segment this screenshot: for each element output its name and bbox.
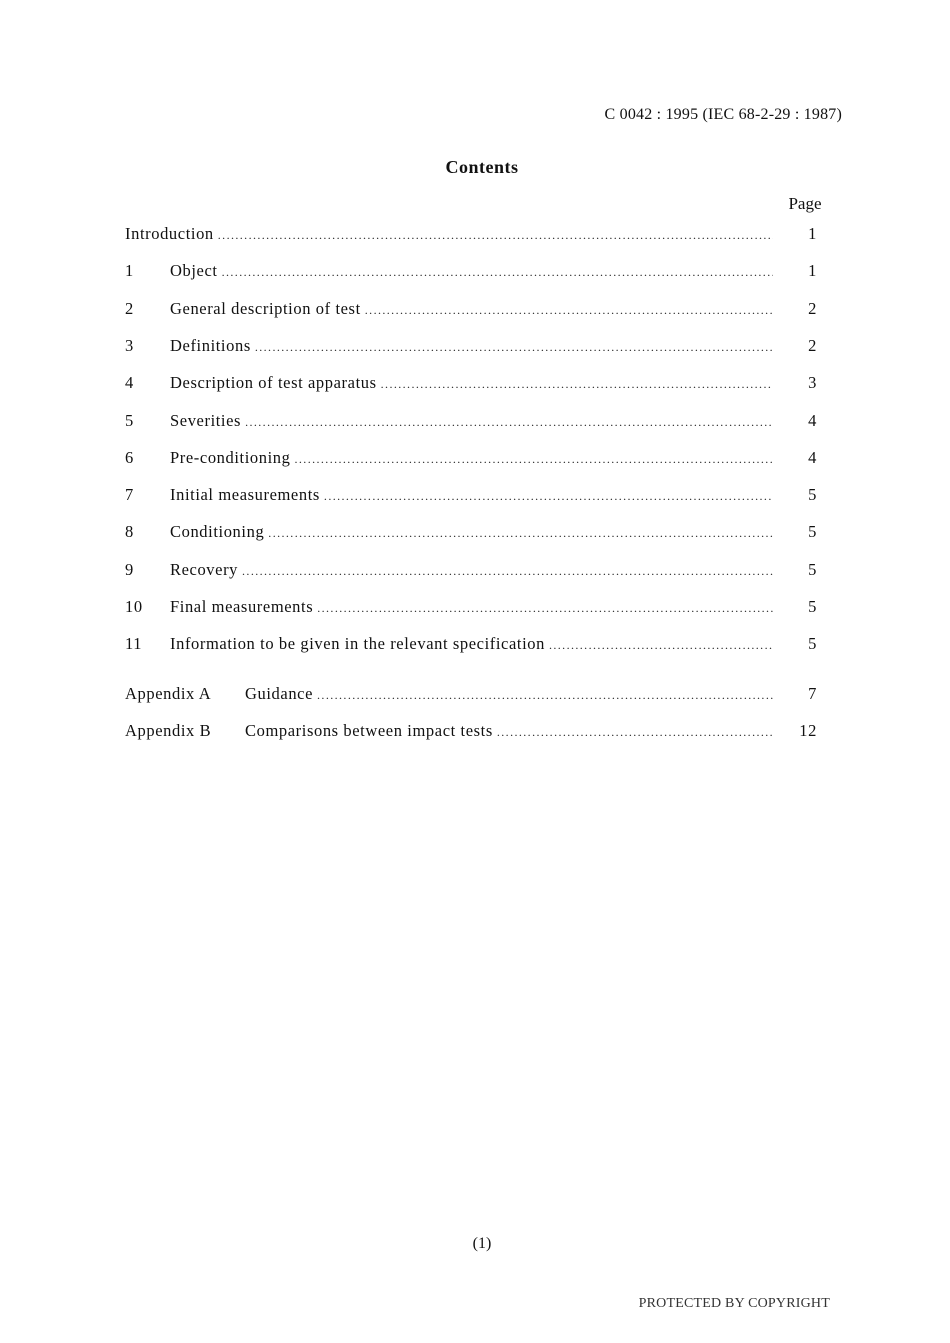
toc-leader-dots — [317, 601, 773, 616]
toc-leader-dots — [549, 638, 773, 653]
toc-entry-final-measurements[interactable] — [125, 597, 819, 619]
toc-entry-page: 12 — [799, 721, 817, 740]
toc-entry-label: Description of test apparatus — [170, 373, 377, 392]
toc-entry-number: 3 — [125, 336, 134, 355]
toc-entry-object[interactable] — [125, 261, 819, 283]
toc-leader-dots — [242, 564, 773, 579]
toc-entry-number: 2 — [125, 299, 134, 318]
toc-leader-dots — [317, 688, 773, 703]
toc-entry-label: Definitions — [170, 336, 251, 355]
toc-entry-label: Pre-conditioning — [170, 448, 291, 467]
toc-entry-label: Information to be given in the relevant specification — [170, 634, 545, 653]
toc-entry-pre-conditioning[interactable] — [125, 448, 819, 470]
toc-entry-page: 2 — [808, 336, 817, 355]
toc-entry-number: 9 — [125, 560, 134, 579]
toc-entry-label: Severities — [170, 411, 242, 430]
toc-leader-dots — [295, 452, 774, 467]
toc-entry-number: 8 — [125, 522, 134, 541]
toc-entry-introduction[interactable] — [125, 224, 819, 246]
toc-entry-number: 6 — [125, 448, 134, 467]
toc-entry-number: 5 — [125, 411, 134, 430]
toc-entry-appendix-b[interactable] — [125, 721, 819, 743]
toc-leader-dots — [324, 489, 773, 504]
toc-entry-page: 5 — [808, 634, 817, 653]
toc-entry-page: 5 — [808, 485, 817, 504]
toc-entry-page: 5 — [808, 597, 817, 616]
toc-leader-dots — [245, 415, 773, 430]
toc-leader-dots — [365, 303, 773, 318]
toc-entry-label: Guidance — [245, 684, 314, 703]
page-column-header: Page — [788, 194, 822, 213]
toc-entry-conditioning[interactable] — [125, 522, 819, 544]
toc-entry-test-apparatus[interactable] — [125, 373, 819, 395]
toc-entry-number: 10 — [125, 597, 143, 616]
toc-entry-label: Final measurements — [170, 597, 314, 616]
toc-leader-dots — [268, 526, 773, 541]
page-number: (1) — [472, 1235, 492, 1252]
standard-reference: C 0042 : 1995 (IEC 68-2-29 : 1987) — [604, 106, 842, 123]
toc-leader-dots — [497, 725, 773, 740]
toc-entry-label: Initial measurements — [170, 485, 320, 504]
toc-entry-label: Comparisons between impact tests — [245, 721, 493, 740]
toc-entry-number: 11 — [125, 634, 143, 653]
toc-entry-page: 4 — [808, 411, 817, 430]
toc-entry-definitions[interactable] — [125, 336, 819, 358]
toc-entry-number: 7 — [125, 485, 134, 504]
toc-entry-label: Recovery — [170, 560, 239, 579]
toc-entry-page: 5 — [808, 522, 817, 541]
toc-entry-page: 1 — [808, 261, 817, 280]
toc-entry-severities[interactable] — [125, 411, 819, 433]
toc-appendix-id: Appendix B — [125, 721, 212, 740]
toc-entry-label: Object — [170, 261, 218, 280]
toc-entry-number: 1 — [125, 261, 134, 280]
toc-leader-dots — [381, 377, 773, 392]
toc-entry-page: 2 — [808, 299, 817, 318]
toc-entry-label: General description of test — [170, 299, 361, 318]
copyright-notice: PROTECTED BY COPYRIGHT — [638, 1296, 830, 1311]
toc-entry-general-description[interactable] — [125, 299, 819, 321]
toc-entry-page: 1 — [808, 224, 817, 243]
toc-entry-page: 4 — [808, 448, 817, 467]
toc-entry-recovery[interactable] — [125, 560, 819, 582]
toc-entry-page: 3 — [808, 373, 817, 392]
toc-appendix-id: Appendix A — [125, 684, 212, 703]
toc-entry-label: Introduction — [125, 224, 214, 243]
contents-title: Contents — [445, 157, 519, 177]
toc-entry-page: 7 — [808, 684, 817, 703]
toc-leader-dots — [222, 265, 773, 280]
toc-leader-dots — [218, 228, 773, 243]
toc-leader-dots — [255, 340, 773, 355]
toc-entry-relevant-specification[interactable] — [125, 634, 819, 656]
toc-entry-label: Conditioning — [170, 522, 265, 541]
toc-entry-page: 5 — [808, 560, 817, 579]
toc-entry-initial-measurements[interactable] — [125, 485, 819, 507]
toc-entry-appendix-a[interactable] — [125, 684, 819, 706]
toc-entry-number: 4 — [125, 373, 134, 392]
